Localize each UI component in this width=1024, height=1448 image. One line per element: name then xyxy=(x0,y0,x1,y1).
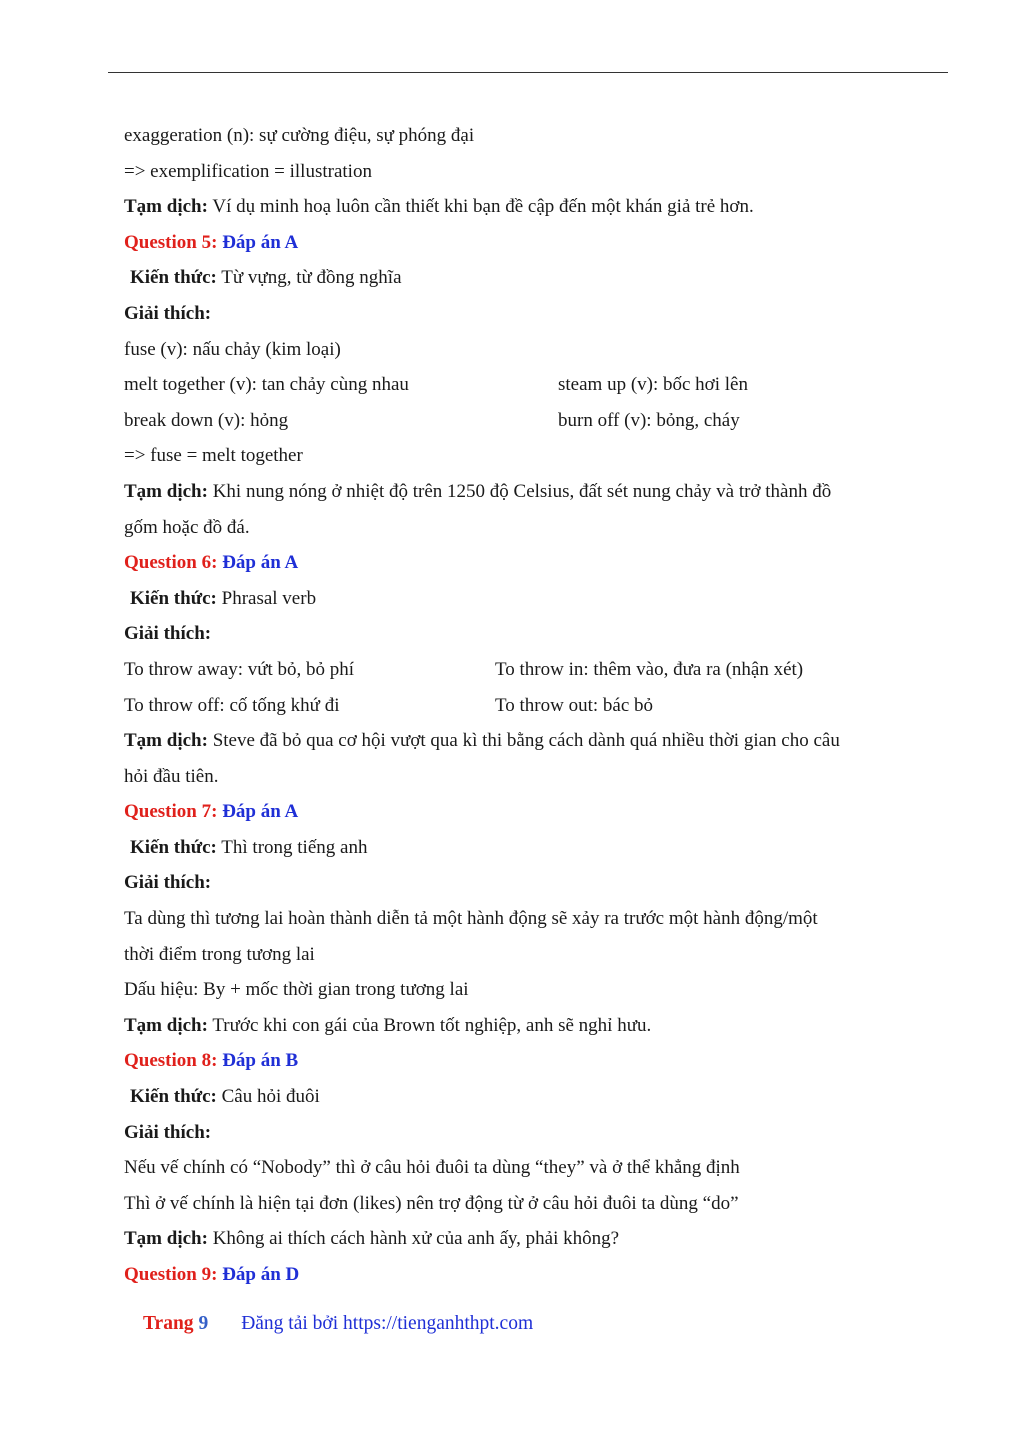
translation-label: Tạm dịch: xyxy=(124,480,208,502)
knowledge-label: Kiến thức: xyxy=(130,587,217,609)
knowledge-text: Câu hỏi đuôi xyxy=(216,1086,320,1108)
question-label: Question 9: xyxy=(124,1264,218,1285)
knowledge-text: Phrasal verb xyxy=(216,587,317,609)
explain-label: Giải thích: xyxy=(124,872,212,894)
vocab-cell: To throw out: bác bỏ xyxy=(495,694,654,716)
translation-line xyxy=(124,1221,914,1257)
vocab-cell: steam up (v): bốc hơi lên xyxy=(558,374,748,396)
explain-line: Nếu vế chính có “Nobody” thì ở câu hỏi đuôi ta dùng “they” và ở thể khẳng định xyxy=(124,1157,740,1179)
translation-label: Tạm dịch: xyxy=(124,1228,208,1250)
translation-line xyxy=(124,723,914,759)
explain-line: Ta dùng thì tương lai hoàn thành diễn tả một hành động sẽ xảy ra trước một hành động/một xyxy=(124,908,818,930)
vocab-cell: To throw in: thêm vào, đưa ra (nhận xét) xyxy=(495,658,804,680)
answer-label: Đáp án A xyxy=(217,801,299,823)
vocab-cell: burn off (v): bỏng, cháy xyxy=(558,409,740,431)
explain-line: thời điểm trong tương lai xyxy=(124,943,315,965)
conclusion-line: => fuse = melt together xyxy=(124,445,303,467)
knowledge-line xyxy=(124,260,914,296)
explain-label: Giải thích: xyxy=(124,1121,212,1143)
translation-text: Không ai thích cách hành xử của anh ấy, phải không? xyxy=(207,1228,620,1250)
translation-text: Khi nung nóng ở nhiệt độ trên 1250 độ Celsius, đất sét nung chảy và trở thành đồ xyxy=(207,480,832,502)
knowledge-line xyxy=(124,581,914,617)
question-5-heading xyxy=(124,225,914,261)
vocab-row xyxy=(124,688,914,724)
header-rule xyxy=(108,72,948,73)
conclusion-line: => exemplification = illustration xyxy=(124,160,372,182)
page-label: Trang xyxy=(143,1313,199,1334)
sign-line: Dấu hiệu: By + mốc thời gian trong tương lai xyxy=(124,979,469,1001)
translation-label: Tạm dịch: xyxy=(124,1014,208,1036)
vocab-line: exaggeration (n): sự cường điệu, sự phóng đại xyxy=(124,125,475,146)
knowledge-label: Kiến thức: xyxy=(130,836,217,858)
explain-line: Thì ở vế chính là hiện tại đơn (likes) nên trợ động từ ở câu hỏi đuôi ta dùng “do” xyxy=(124,1192,739,1214)
vocab-cell: break down (v): hỏng xyxy=(124,409,289,431)
question-label: Question 7: xyxy=(124,801,218,823)
vocab-row xyxy=(124,652,914,688)
question-7-heading xyxy=(124,794,914,830)
vocab-cell: To throw off: cố tống khứ đi xyxy=(124,694,340,716)
translation-text: Steve đã bỏ qua cơ hội vượt qua kì thi bằng cách dành quá nhiều thời gian cho câu xyxy=(207,730,840,752)
question-label: Question 6: xyxy=(124,552,218,574)
page-footer xyxy=(143,1313,533,1335)
question-9-heading xyxy=(124,1257,914,1293)
question-8-heading xyxy=(124,1043,914,1079)
page-number: 9 xyxy=(198,1313,209,1334)
knowledge-text: Từ vựng, từ đồng nghĩa xyxy=(216,267,402,289)
credit-link[interactable]: Đăng tải bởi https://tienganhthpt.com xyxy=(241,1313,534,1334)
vocab-row xyxy=(124,403,914,439)
explain-label: Giải thích: xyxy=(124,302,212,324)
vocab-cell: To throw away: vứt bỏ, bỏ phí xyxy=(124,658,355,680)
knowledge-label: Kiến thức: xyxy=(130,1086,217,1108)
translation-continued: gốm hoặc đồ đá. xyxy=(124,516,250,538)
translation-label: Tạm dịch: xyxy=(124,730,208,752)
knowledge-line xyxy=(124,830,914,866)
translation-line xyxy=(124,474,914,510)
knowledge-line xyxy=(124,1079,914,1115)
translation-text: Trước khi con gái của Brown tốt nghiệp, anh sẽ nghỉ hưu. xyxy=(207,1014,652,1036)
question-label: Question 5: xyxy=(124,231,218,253)
vocab-row xyxy=(124,367,914,403)
answer-label: Đáp án B xyxy=(217,1050,299,1072)
explain-label: Giải thích: xyxy=(124,623,212,645)
answer-label: Đáp án A xyxy=(217,231,299,253)
vocab-line: fuse (v): nấu chảy (kim loại) xyxy=(124,338,341,360)
question-6-heading xyxy=(124,545,914,581)
question-label: Question 8: xyxy=(124,1050,218,1072)
answer-label: Đáp án D xyxy=(217,1264,300,1285)
translation-line xyxy=(124,189,914,225)
translation-label: Tạm dịch: xyxy=(124,196,208,218)
answer-label: Đáp án A xyxy=(217,552,299,574)
vocab-cell: melt together (v): tan chảy cùng nhau xyxy=(124,374,409,396)
translation-line xyxy=(124,1008,914,1044)
knowledge-text: Thì trong tiếng anh xyxy=(216,836,368,858)
document-body xyxy=(124,118,914,1293)
translation-text: Ví dụ minh hoạ luôn cần thiết khi bạn đề cập đến một khán giả trẻ hơn. xyxy=(207,196,754,218)
translation-continued: hỏi đầu tiên. xyxy=(124,765,219,787)
knowledge-label: Kiến thức: xyxy=(130,267,217,289)
